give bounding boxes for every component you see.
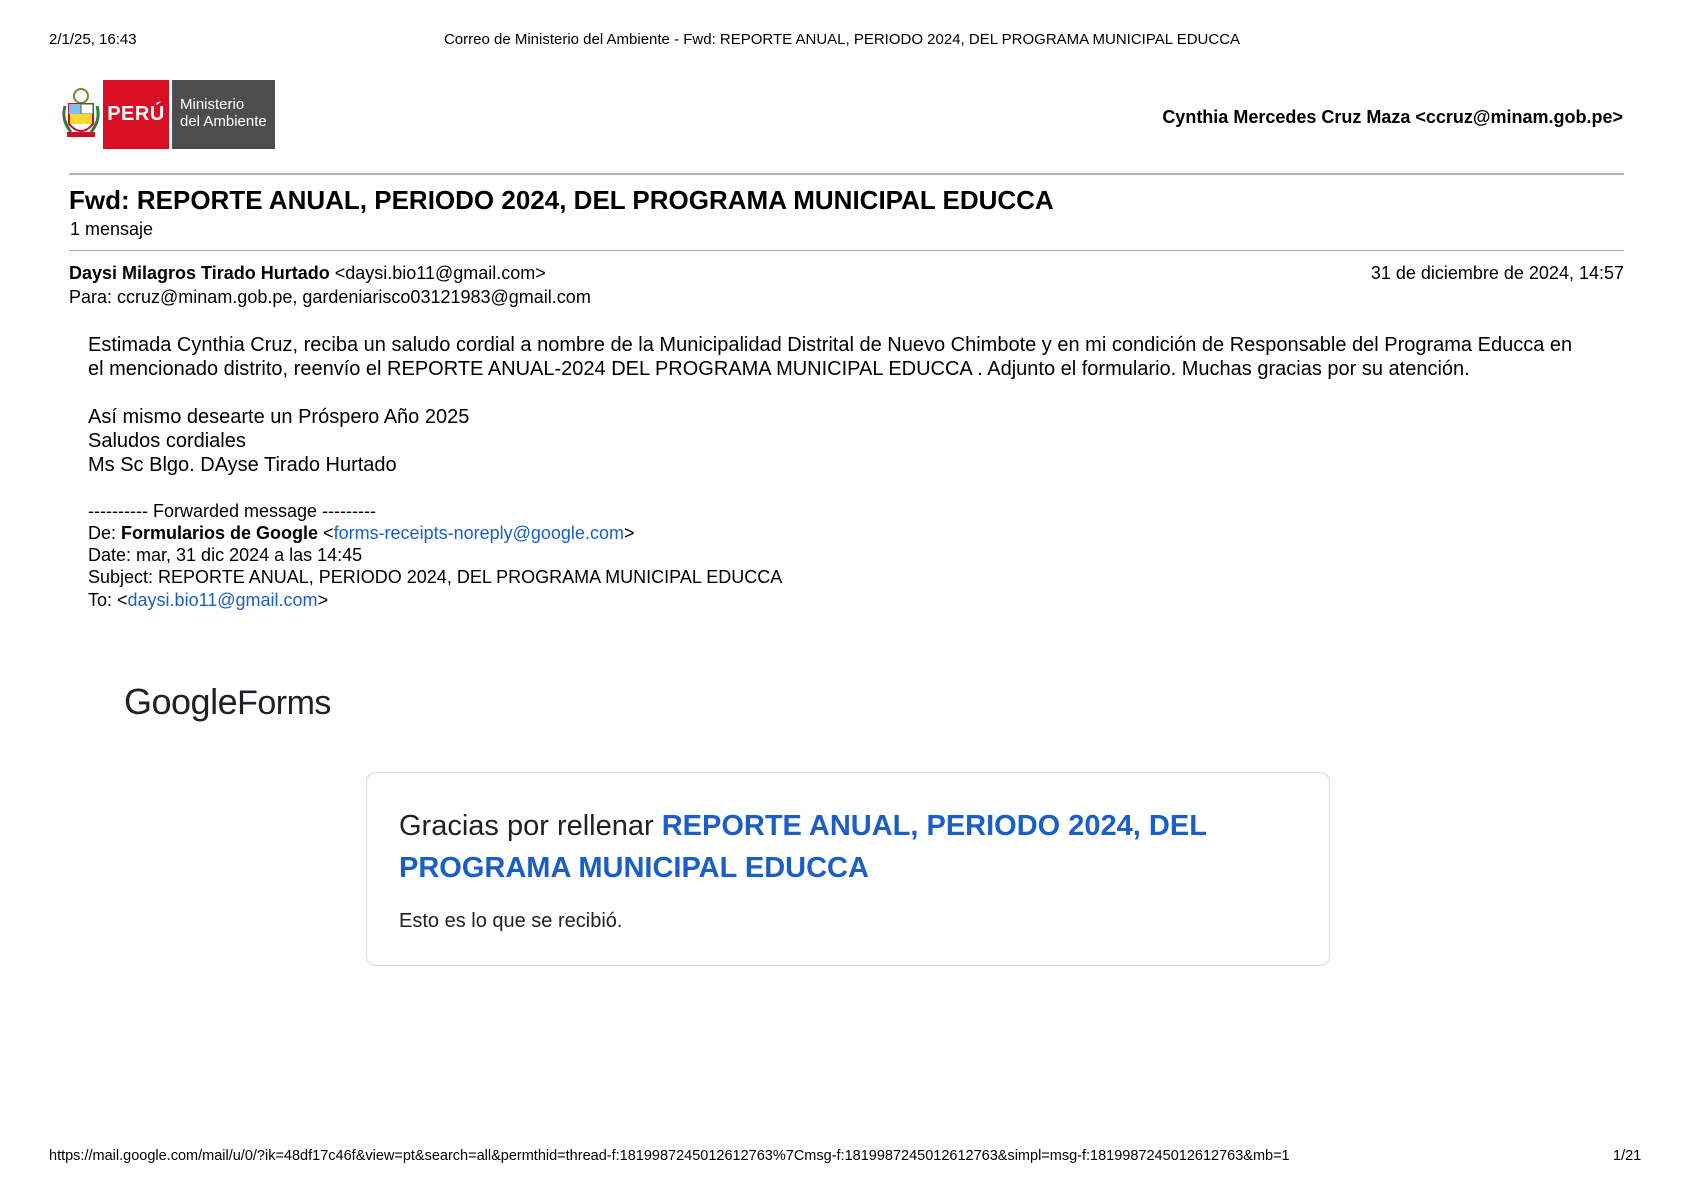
account-identity: Cynthia Mercedes Cruz Maza <ccruz@minam.gob.pe> (1162, 107, 1623, 127)
forwarded-to: To: <daysi.bio11@gmail.com> (88, 590, 329, 610)
forwarded-separator: ---------- Forwarded message --------- (88, 501, 376, 521)
form-receipt-subtitle: Esto es lo que se recibió. (399, 910, 623, 932)
forwarded-to-email-link[interactable]: daysi.bio11@gmail.com (127, 590, 318, 610)
form-receipt-card (366, 772, 1330, 966)
forwarded-from: De: Formularios de Google <forms-receipts-noreply@google.com> (88, 523, 635, 543)
message-signature: Ms Sc Blgo. DAyse Tirado Hurtado (88, 454, 397, 476)
form-receipt-title (399, 805, 1299, 889)
form-name-link[interactable]: REPORTE ANUAL, PERIODO 2024, DEL PROGRAMA MUNICIPAL EDUCCA (399, 810, 1207, 884)
forwarded-to-label: To: (88, 590, 118, 610)
print-page-number: 1/21 (1613, 1148, 1642, 1164)
message-body-regards: Saludos cordiales (88, 430, 246, 452)
message-date: 31 de diciembre de 2024, 14:57 (1370, 263, 1624, 283)
forwarded-from-label: De: (88, 523, 122, 543)
print-url: https://mail.google.com/mail/u/0/?ik=48df17c46f&view=pt&search=all&permthid=thread-f:1819987245012612763%7Cmsg-f:1819987245012612763&simpl=msg-f:1819987245012612763&mb=1 (49, 1148, 1290, 1164)
thread-subject: Fwd: REPORTE ANUAL, PERIODO 2024, DEL PROGRAMA MUNICIPAL EDUCCA (69, 185, 1054, 215)
ministry-line1: Ministerio (180, 96, 245, 113)
sender-line (69, 263, 546, 284)
forms-wordmark: Forms (237, 684, 331, 722)
sender-name: Daysi Milagros Tirado Hurtado (69, 263, 330, 283)
sender-email: <daysi.bio11@gmail.com> (334, 263, 546, 283)
print-datetime: 2/1/25, 16:43 (49, 31, 137, 48)
ministry-logo (59, 80, 275, 149)
divider (69, 250, 1624, 251)
forwarded-subject: Subject: REPORTE ANUAL, PERIODO 2024, DEL PROGRAMA MUNICIPAL EDUCCA (88, 567, 783, 587)
peru-label: PERÚ (103, 80, 169, 149)
message-count: 1 mensaje (70, 219, 154, 239)
google-wordmark: Google (124, 681, 238, 722)
google-forms-logo (124, 681, 331, 723)
form-receipt-prefix: Gracias por rellenar (399, 810, 662, 842)
message-body-paragraph: Estimada Cynthia Cruz, reciba un saludo cordial a nombre de la Municipalidad Distrital de Nuevo Chimbote y en mi condición de Responsable del Programa Educca en el mencionado distrito, reenvío el REPORTE ANUAL-2024 DEL PROGRAMA MUNICIPAL EDUCCA . Adjunto el formulario. Muchas gracias por su atención. (88, 334, 1573, 380)
ministry-name (169, 80, 275, 149)
message-body-wish: Así mismo desearte un Próspero Año 2025 (88, 406, 470, 428)
divider (69, 173, 1624, 175)
print-page-title: Correo de Ministerio del Ambiente - Fwd: REPORTE ANUAL, PERIODO 2024, DEL PROGRAMA MUNICIPAL EDUCCA (443, 31, 1241, 48)
ministry-line2: del Ambiente (180, 113, 267, 130)
recipients: Para: ccruz@minam.gob.pe, gardeniarisco03121983@gmail.com (69, 287, 591, 307)
coat-of-arms-icon (59, 80, 103, 149)
forwarded-from-name: Formularios de Google (121, 523, 319, 543)
forwarded-date: Date: mar, 31 dic 2024 a las 14:45 (88, 545, 363, 565)
forwarded-from-email-link[interactable]: forms-receipts-noreply@google.com (333, 523, 624, 543)
